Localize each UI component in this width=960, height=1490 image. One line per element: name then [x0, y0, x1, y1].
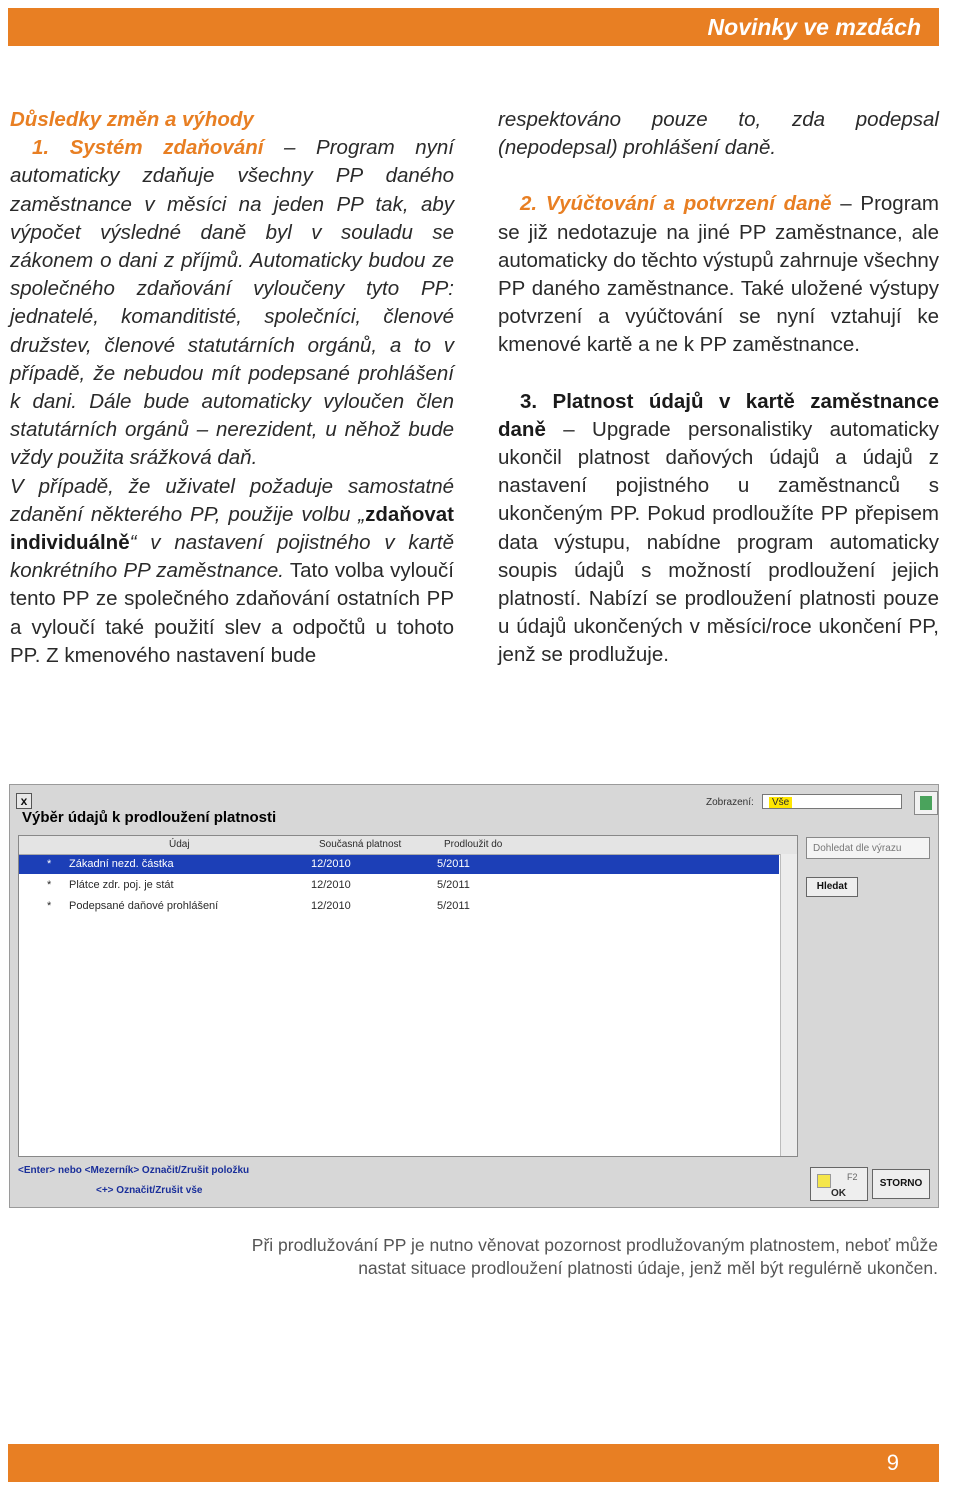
row-mark: * [47, 858, 52, 870]
display-filter-label: Zobrazení: [706, 797, 754, 808]
paragraph-tax-system [10, 134, 454, 472]
header-bar [8, 8, 939, 46]
dialog-title: Výběr údajů k prodloužení platnosti [22, 809, 277, 826]
row-name: Plátce zdr. poj. je stát [69, 879, 174, 891]
paragraph-validity [498, 388, 939, 670]
search-button[interactable]: Hledat [806, 877, 858, 897]
footer-bar [8, 1444, 939, 1482]
grid-header [19, 836, 797, 855]
keyboard-hint-item: <Enter> nebo <Mezerník> Označit/Zrušit položku [18, 1165, 250, 1176]
table-row[interactable] [19, 876, 779, 895]
caption-line-1: Při prodlužování PP je nutno věnovat pozornost prodlužovaným platnostem, neboť může [251, 1235, 938, 1255]
row-name: Podepsané daňové prohlášení [69, 900, 219, 912]
row-current: 12/2010 [311, 858, 351, 870]
data-grid [18, 835, 798, 1157]
search-panel [806, 835, 932, 1135]
page-number: 9 [886, 1450, 899, 1475]
row-extend: 5/2011 [437, 858, 470, 870]
paragraph-settlement [498, 190, 939, 359]
p2-text-a: V případě, že uživatel požaduje samostatné zdanění některého PP, použije volbu „ [10, 474, 454, 526]
p2-option-bold: zdaňovat individuálně [10, 502, 454, 555]
figure-caption [100, 1234, 938, 1280]
column-header-item[interactable]: Údaj [169, 839, 190, 850]
row-extend: 5/2011 [437, 879, 470, 891]
table-row[interactable] [19, 897, 779, 916]
row-current: 12/2010 [311, 879, 351, 891]
row-mark: * [47, 879, 52, 891]
app-screenshot [9, 784, 939, 1208]
paragraph-individual [10, 473, 454, 670]
row-mark: * [47, 900, 52, 912]
p2-text-c: Tato volba vyloučí tento PP ze společného zdaňování ostatních PP a vyloučí také použití slev a odpočtů u tohoto PP. Z kmenového nastavení bude [10, 559, 454, 667]
ok-shortcut: F2 [847, 1172, 858, 1182]
table-row[interactable] [19, 855, 779, 874]
column-header-current[interactable]: Současná platnost [319, 839, 402, 850]
vertical-scrollbar[interactable] [780, 854, 797, 1156]
display-filter-value: Vše [769, 797, 792, 808]
display-filter-select[interactable] [762, 794, 902, 809]
section-title: Novinky ve mzdách [707, 14, 921, 40]
left-column [10, 106, 454, 670]
search-input[interactable]: Dohledat dle výrazu [806, 837, 930, 859]
section-heading: Důsledky změn a výhody [10, 108, 254, 131]
ok-indicator-icon [817, 1174, 831, 1188]
keyboard-hint-all: <+> Označit/Zrušit vše [96, 1185, 203, 1196]
point-2-text: – Program se již nedotazuje na jiné PP zaměstnance, ale automaticky do těchto výstupů zahrnuje všechny PP daného zaměstnance. Také uložené výstupy potvrzení a vyúčtování se nyní vztahují ke kmenové kartě a ne k PP zaměstnance. [498, 192, 939, 357]
cancel-button[interactable]: STORNO [872, 1169, 930, 1199]
caption-line-2: nastat situace prodloužení platnosti údaje, jenž měl být regulérně ukončen. [358, 1258, 938, 1278]
row-extend: 5/2011 [437, 900, 470, 912]
row-name: Zákadní nezd. částka [69, 858, 174, 870]
paragraph-continued: respektováno pouze to, zda podepsal (nepodepsal) prohlášení daně. [498, 108, 939, 160]
point-2-title: 2. Vyúčtování a potvrzení daně [520, 192, 832, 216]
column-header-extend[interactable]: Prodloužit do [444, 839, 503, 850]
point-1-text: – Program nyní automaticky zdaňuje všechny PP daného zaměstnance v měsíci na jeden PP tak, aby výpočet výsledné daně byl v souladu se zákonem o dani z příjmů. Automaticky budou ze společného zdaňování vyloučeny tyto PP: jednatelé, komanditisté, společníci, členové družstev, členové statutárních orgánů, a to v případě, že nebudou mít podepsané prohlášení k dani. Dále bude automaticky vyloučen člen statutárních orgánů – nerezident, u něhož bude vždy použita srážková daň. [10, 136, 454, 470]
ok-label: OK [831, 1188, 846, 1199]
right-column [498, 106, 939, 670]
row-current: 12/2010 [311, 900, 351, 912]
close-icon[interactable]: x [16, 793, 32, 809]
point-3-title: 3. Platnost údajů v kartě zaměstnance daně [498, 389, 939, 441]
p2-text-b: “ v nastavení pojistného v kartě konkrétního PP zaměstnance. [10, 531, 454, 583]
export-icon[interactable] [914, 791, 938, 815]
point-3-text: – Upgrade personalistiky automaticky ukončil platnost daňových údajů a údajů z nastavení pojistného u zaměstnanců s ukončeným PP. Pokud prodloužíte PP přepisem data výstupu, nabídne program automaticky soupis údajů s možností prodloužení jejich platností. Nabízí se prodloužení platnosti pouze u údajů ukončených v měsíci/roce ukončení PP, jenž se prodlužuje. [498, 417, 939, 667]
ok-button[interactable] [810, 1167, 868, 1201]
point-1-title: 1. Systém zdaňování [32, 136, 264, 160]
